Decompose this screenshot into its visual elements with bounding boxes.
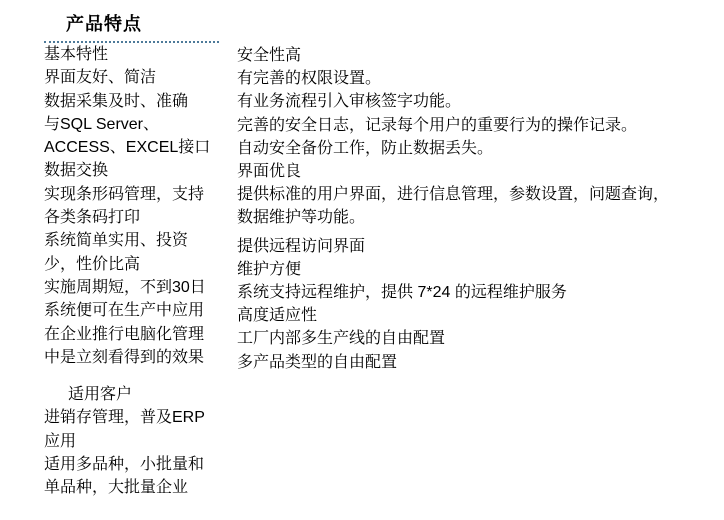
detail-line: 提供远程访问界面	[237, 237, 366, 255]
detail-line: 高度适应性	[237, 307, 318, 325]
feature-line: 数据采集及时、准确	[44, 92, 189, 110]
detail-line: 安全性高	[237, 47, 302, 64]
feature-line: 与SQL Server、	[44, 115, 159, 133]
audience-heading: 适用客户	[68, 386, 133, 404]
feature-line: 在企业推行电脑化管理	[44, 325, 205, 343]
feature-line: 数据交换	[44, 162, 109, 180]
detail-line: 数据维护等功能。	[237, 209, 366, 227]
detail-line: 维护方便	[237, 260, 302, 278]
feature-line: 基本特性	[44, 46, 109, 63]
feature-line: 界面友好、简洁	[44, 69, 157, 87]
feature-line: 实现条形码管理，支持	[44, 185, 205, 203]
feature-line: 系统简单实用、投资	[44, 232, 189, 250]
section-title-block	[44, 12, 219, 43]
feature-line: ACCESS、EXCEL接口	[44, 139, 211, 157]
detail-line: 有完善的权限设置。	[237, 70, 382, 88]
audience-list	[44, 406, 239, 499]
detail-line: 自动安全备份工作，防止数据丢失。	[237, 139, 494, 157]
feature-line: 各类条码打印	[44, 209, 141, 227]
audience-line: 应用	[44, 432, 77, 450]
detail-line: 界面优良	[237, 163, 302, 181]
page-title: 产品特点	[66, 14, 142, 34]
feature-line: 系统便可在生产中应用	[44, 302, 205, 320]
detail-line: 完善的安全日志，记录每个用户的重要行为的操作记录。	[237, 116, 638, 134]
audience-line: 单品种，大批量企业	[44, 479, 189, 497]
detail-line: 多产品类型的自由配置	[237, 353, 398, 371]
audience-line: 适用多品种，小批量和	[44, 456, 205, 474]
detail-line: 系统支持远程维护，提供 7*24 的远程维护服务	[237, 284, 567, 302]
left-column	[44, 43, 239, 500]
feature-line: 中是立刻看得到的效果	[44, 348, 205, 366]
detail-line: 有业务流程引入审核签字功能。	[237, 93, 462, 111]
feature-line: 实施周期短，不到30日	[44, 278, 206, 296]
feature-line: 少，性价比高	[44, 255, 141, 273]
audience-line: 进销存管理，普及ERP	[44, 409, 205, 427]
right-column	[237, 44, 717, 374]
detail-line: 工厂内部多生产线的自由配置	[237, 330, 446, 348]
detail-line: 提供标准的用户界面，进行信息管理，参数设置，问题查询，	[237, 186, 670, 204]
features-list	[44, 43, 239, 369]
